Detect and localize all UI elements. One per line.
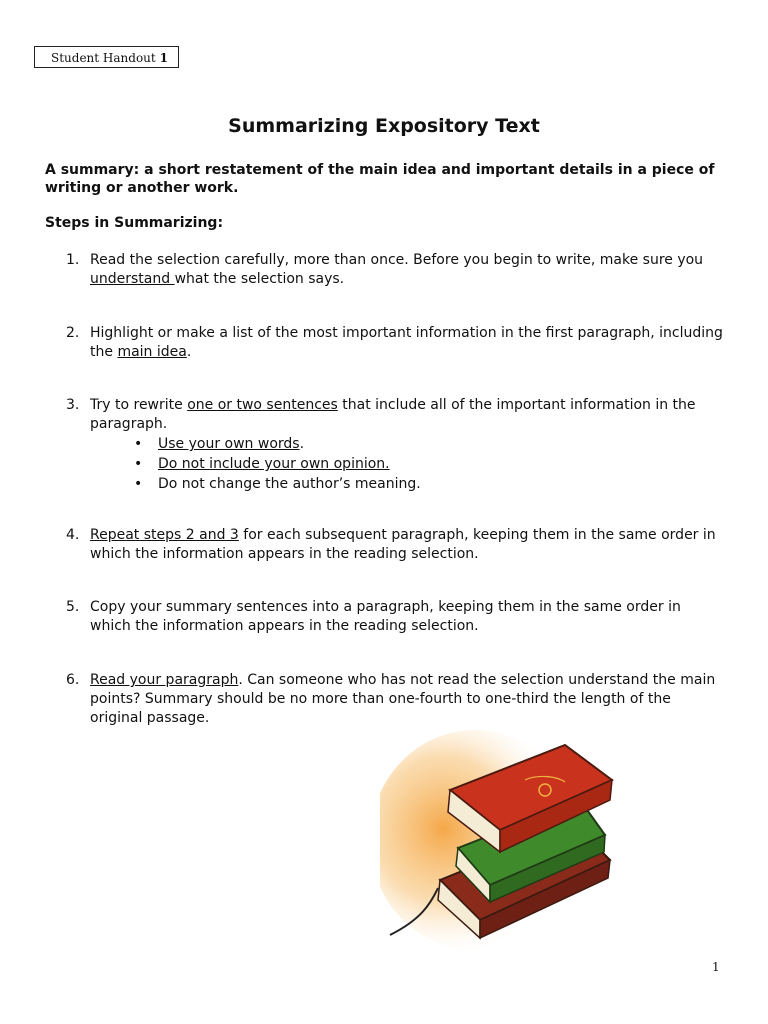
step-5 bbox=[66, 598, 726, 636]
handout-number: 1 bbox=[159, 51, 168, 65]
step-3 bbox=[66, 396, 726, 494]
bullet-icon: • bbox=[134, 436, 143, 452]
step-text bbox=[90, 526, 726, 564]
step-number: 3. bbox=[66, 397, 80, 413]
step-text-part: what the selection says. bbox=[174, 271, 345, 287]
stack-of-books-illustration bbox=[380, 730, 630, 962]
steps-heading: Steps in Summarizing: bbox=[45, 215, 224, 231]
step-text-part: Highlight or make a list of the most important information in the first paragraph, including the bbox=[90, 325, 723, 360]
step-number: 4. bbox=[66, 527, 80, 543]
step-3-bullet-list bbox=[90, 434, 726, 494]
step-number: 5. bbox=[66, 599, 80, 615]
step-4 bbox=[66, 526, 726, 564]
bullet-text: . bbox=[299, 436, 305, 452]
step-number: 1. bbox=[66, 252, 80, 268]
bullet-item bbox=[90, 434, 726, 454]
step-text bbox=[90, 251, 726, 289]
step-text bbox=[90, 396, 726, 494]
bullet-item bbox=[90, 454, 726, 474]
step-text-part: Try to rewrite bbox=[90, 397, 188, 413]
bullet-underlined-text: Do not include your own opinion. bbox=[158, 456, 390, 472]
step-text bbox=[90, 671, 726, 728]
bullet-text: Do not change the author’s meaning. bbox=[158, 476, 421, 492]
step-text-part: Copy your summary sentences into a paragraph, keeping them in the same order in which the information appears in the reading selection. bbox=[90, 599, 681, 634]
step-text-part: that include all of the important information in the paragraph. bbox=[90, 397, 696, 432]
page-number: 1 bbox=[712, 960, 720, 974]
step-underlined-text: Read your paragraph bbox=[90, 672, 239, 688]
step-number: 2. bbox=[66, 325, 80, 341]
handout-label-text: Student Handout bbox=[51, 51, 156, 65]
step-text-part: . Can someone who has not read the selection understand the main points? Summary should be no more than one-fourth to one-third the length of the original passage. bbox=[90, 672, 716, 726]
step-text-part: Read the selection carefully, more than once. Before you begin to write, make sure you bbox=[90, 252, 704, 268]
step-text bbox=[90, 324, 726, 362]
step-text bbox=[90, 598, 726, 636]
summary-definition: A summary: a short restatement of the main idea and important details in a piece of writing or another work. bbox=[45, 162, 715, 196]
bullet-item bbox=[90, 474, 726, 494]
bullet-icon: • bbox=[134, 456, 143, 472]
bullet-icon: • bbox=[134, 476, 143, 492]
step-2 bbox=[66, 324, 726, 362]
step-underlined-text: main idea bbox=[117, 344, 187, 360]
step-6 bbox=[66, 671, 726, 728]
step-1 bbox=[66, 251, 726, 289]
step-text-part: for each subsequent paragraph, keeping them in the same order in which the information appears in the reading selection. bbox=[90, 527, 716, 562]
step-underlined-text: one or two sentences bbox=[187, 397, 338, 413]
step-underlined-text: Repeat steps 2 and 3 bbox=[90, 527, 239, 543]
step-underlined-text: understand bbox=[90, 271, 175, 287]
bullet-underlined-text: Use your own words bbox=[158, 436, 300, 452]
student-handout-label bbox=[34, 46, 179, 68]
page-title: Summarizing Expository Text bbox=[228, 115, 540, 137]
step-number: 6. bbox=[66, 672, 80, 688]
step-text-part: . bbox=[186, 344, 192, 360]
